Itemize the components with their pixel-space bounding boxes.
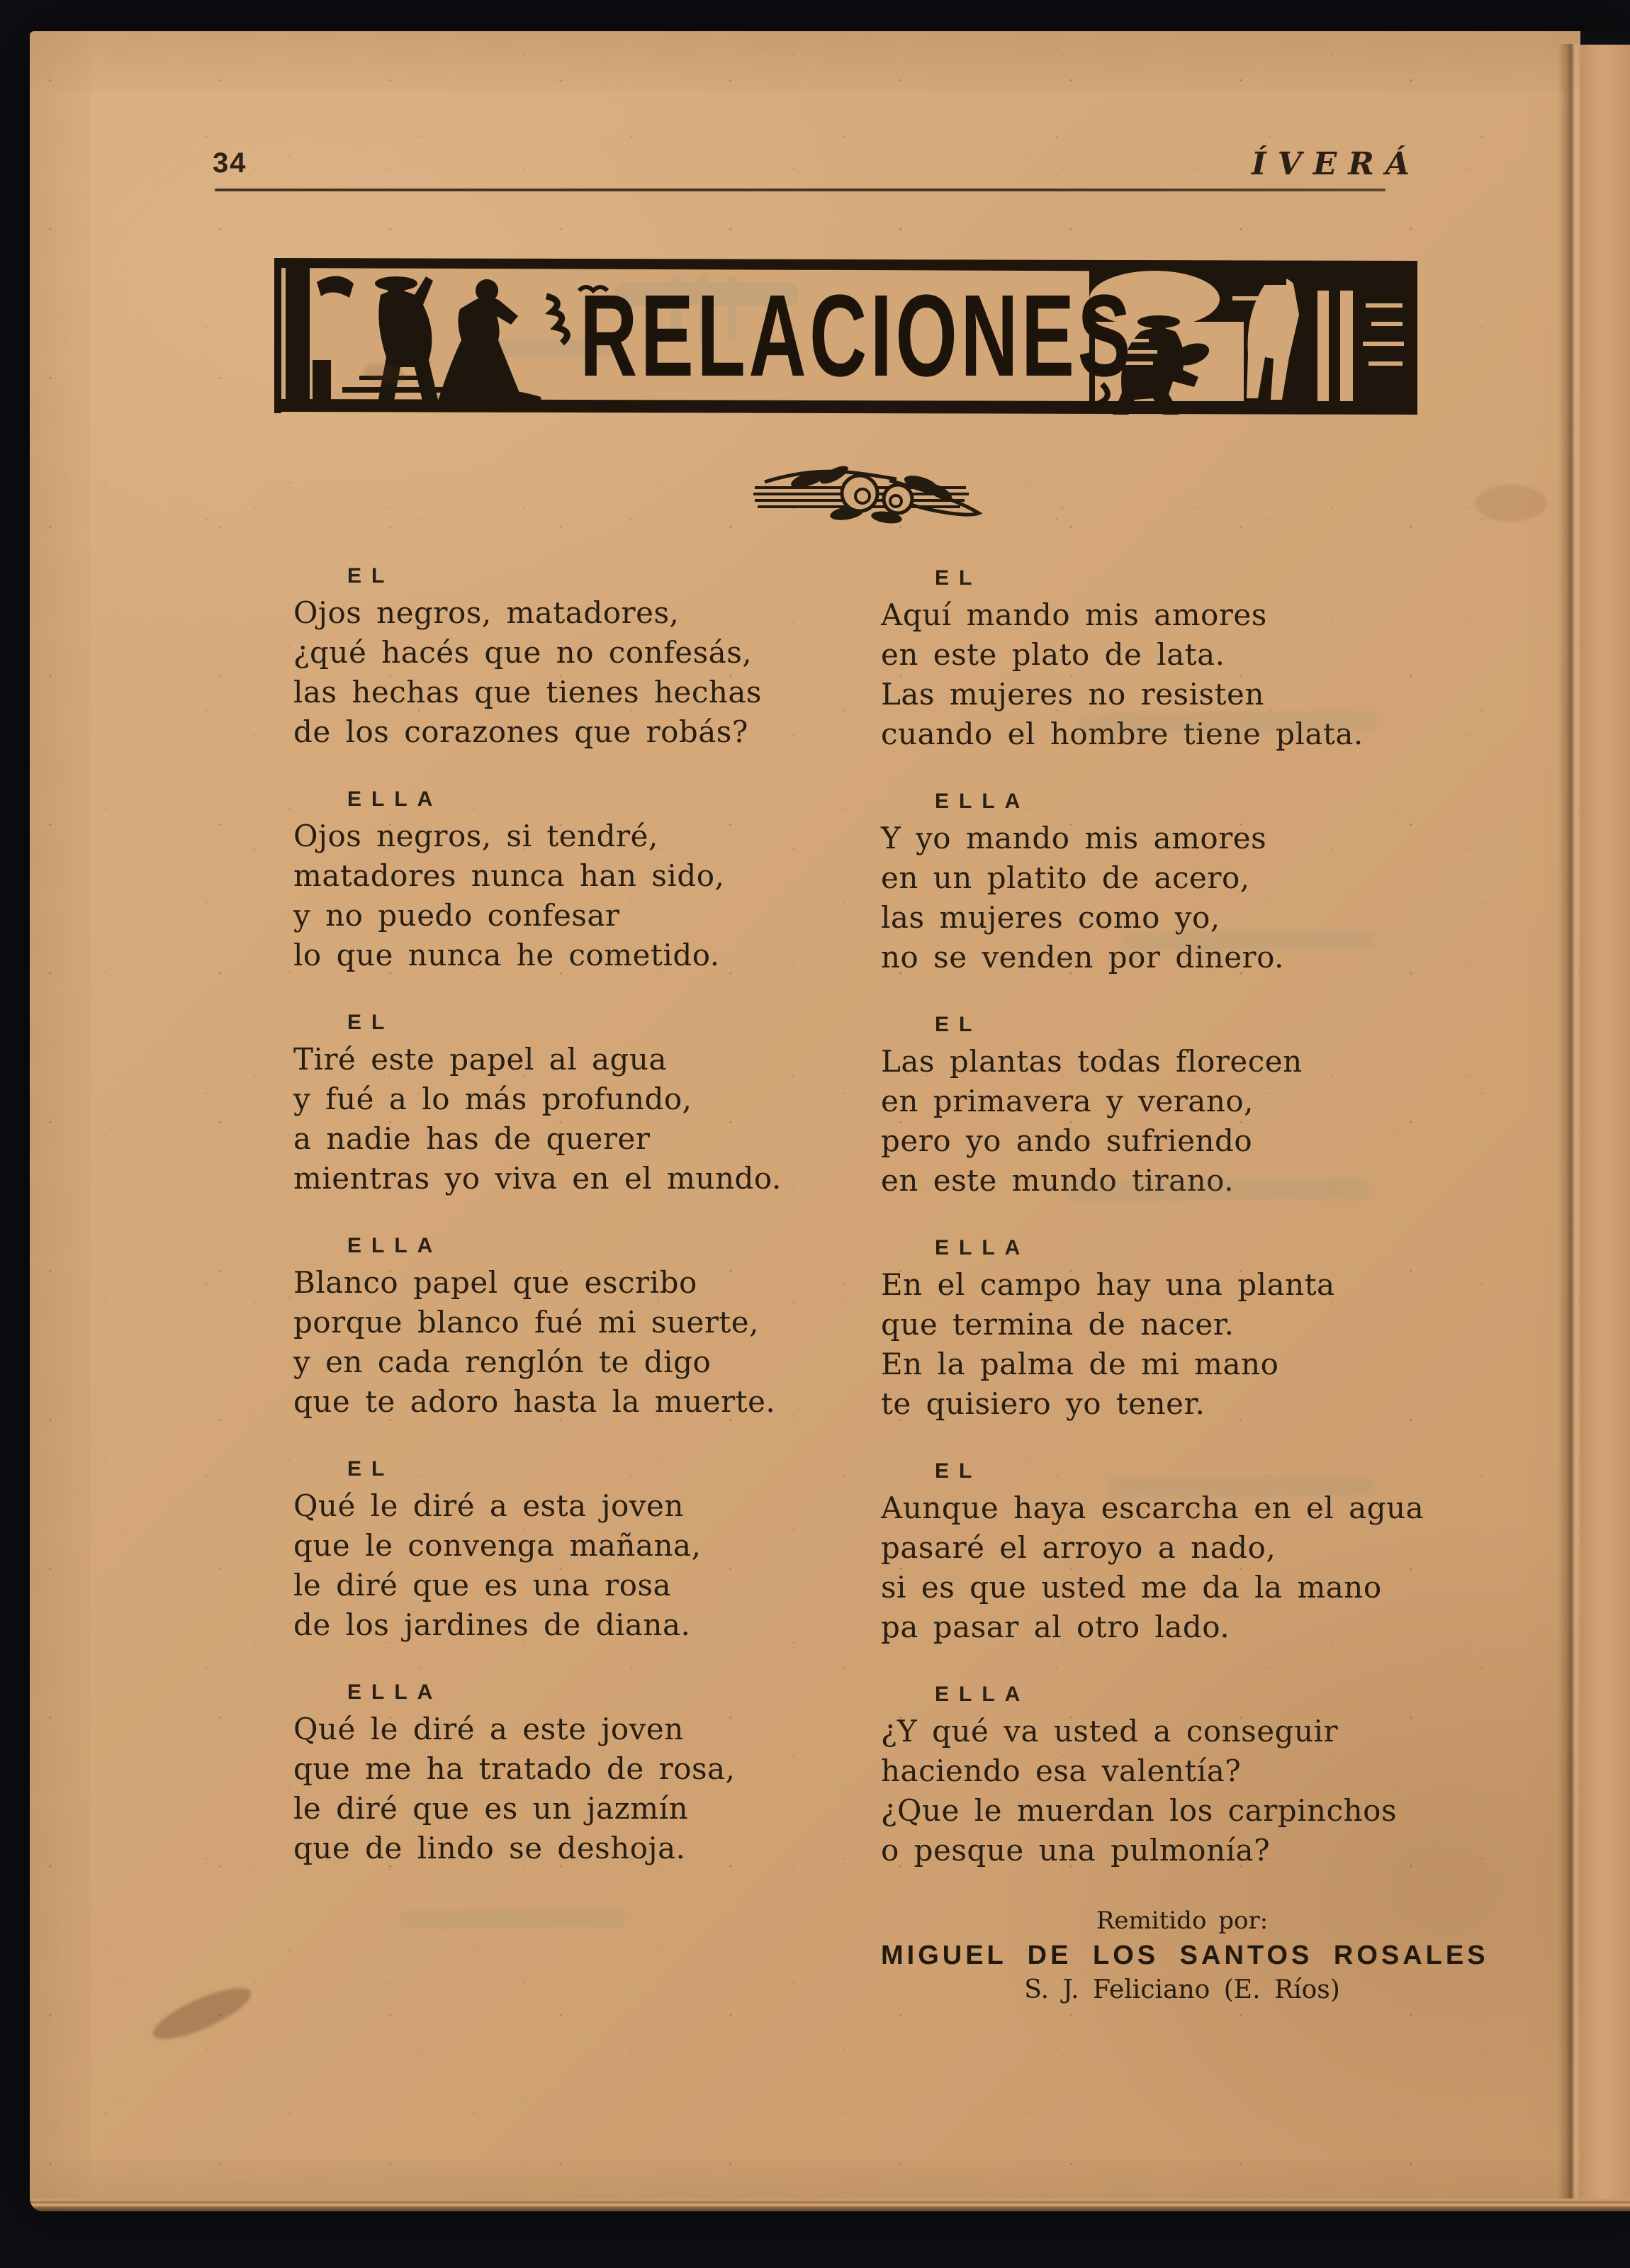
header-rule [215,189,1386,191]
speaker-label: ELLA [347,787,443,811]
poem-line: que me ha tratado de rosa, [293,1751,736,1786]
poem-line: y en cada renglón te digo [293,1344,712,1379]
poem-line: en un platito de acero, [881,860,1250,895]
poem-line: que te adoro hasta la muerte. [293,1384,776,1419]
ghost-showthrough [1064,1178,1369,1201]
poem-line: de los corazones que robás? [293,714,748,749]
stanza [293,1678,818,1868]
poem-line: haciendo esa valentía? [881,1753,1242,1788]
poem-line: y fué a lo más profundo, [293,1082,692,1116]
stanza [881,1234,1483,1424]
speaker-label: ELLA [935,1236,1030,1259]
poem-line: En la palma de mi mano [881,1347,1279,1381]
speaker-label: EL [347,1011,395,1034]
section-banner [274,254,1417,415]
poem-line: y no puedo confesar [293,898,620,933]
page-fold-crease [1558,44,1580,2200]
stanza [293,785,818,975]
poem-line: ¿Que le muerdan los carpinchos [881,1793,1398,1828]
poem-line: Tiré este papel al agua [293,1042,668,1077]
poem-line: le diré que es una rosa [293,1568,672,1602]
poem-line: Las mujeres no resisten [881,677,1264,712]
poem-line: ¿qué hacés que no confesás, [293,635,753,670]
woodcut-banner-illustration [274,254,1417,415]
attribution-block [881,1907,1489,2004]
speaker-label: ELLA [935,1683,1030,1706]
stanza [881,1011,1483,1201]
poem-line: Qué le diré a este joven [293,1712,684,1746]
poem-line: que de lindo se deshoja. [293,1831,686,1865]
poem-line: te quisiero yo tener. [881,1386,1205,1421]
ghost-showthrough [1079,711,1376,734]
magazine-page [30,31,1630,2211]
section-title: RELACIONES [580,270,1134,400]
poem-line: Las plantas todas florecen [881,1044,1303,1079]
poem-line: En el campo hay una planta [881,1267,1335,1302]
poem-line: de los jardines de diana. [293,1607,691,1642]
paper-stain [147,1978,257,2048]
speaker-label: EL [935,1013,982,1036]
poem-line: que termina de nacer. [881,1307,1235,1342]
poem-line: Blanco papel que escribo [293,1265,697,1300]
poem-line: las hechas que tienes hechas [293,675,762,709]
speaker-label: ELLA [347,1234,443,1257]
ghost-showthrough [1121,931,1376,953]
floral-divider-ornament [748,461,985,526]
poem-line: Ojos negros, si tendré, [293,819,658,853]
poem-line: le diré que es un jazmín [293,1791,689,1826]
poem-line: pasaré el arroyo a nado, [881,1530,1276,1565]
poem-line: porque blanco fué mi suerte, [293,1305,759,1340]
poem-line: en este mundo tirano. [881,1163,1235,1198]
ghost-showthrough [1107,1476,1376,1498]
ghost-showthrough [398,1909,625,1929]
poem-line: Qué le diré a esta joven [293,1488,684,1523]
stanza [881,1680,1483,1870]
poem-line: no se venden por dinero. [881,940,1285,975]
stanza [293,1455,818,1645]
poem-line: en primavera y verano, [881,1084,1254,1118]
banner-right-figures [1089,266,1412,415]
poem-line: lo que nunca he cometido. [293,938,720,972]
poem-line: Y yo mando mis amores [881,821,1267,855]
poem-line: matadores nunca han sido, [293,858,725,893]
speaker-label: EL [935,1459,982,1483]
banner-title-group [580,271,1134,400]
poem-line: o pesque una pulmonía? [881,1833,1271,1868]
poem-line: si es que usted me da la mano [881,1570,1382,1605]
attribution-name: MIGUEL DE LOS SANTOS ROSALES [881,1941,1489,1970]
stanza [293,1232,818,1422]
speaker-label: EL [935,566,982,590]
stanza [293,1009,818,1198]
poem-line: que le convenga mañana, [293,1528,702,1563]
attribution-label: Remitido por: [1096,1907,1269,1935]
background-notch [1580,31,1630,45]
poem-column-left [293,562,818,1902]
poem-line: en este plato de lata. [881,637,1225,672]
stanza [293,562,818,752]
poem-line: ¿Y qué va usted a conseguir [881,1714,1339,1748]
poem-line: Aquí mando mis amores [881,597,1267,632]
speaker-label: ELLA [935,790,1030,813]
poem-line: cuando el hombre tiene plata. [881,717,1364,751]
poem-line: pero yo ando sufriendo [881,1123,1253,1158]
adjacent-page-edge [1580,44,1630,2201]
poem-line: las mujeres como yo, [881,900,1220,935]
page-number: 34 [213,147,247,179]
poem-column-right [881,564,1483,1904]
attribution-place: S. J. Feliciano (E. Ríos) [1024,1975,1340,2004]
poem-line: Aunque haya escarcha en el agua [881,1491,1424,1525]
poem-line: pa pasar al otro lado. [881,1610,1230,1644]
speaker-label: EL [347,1457,395,1481]
poem-line: Ojos negros, matadores, [293,595,680,630]
poem-line: mientras yo viva en el mundo. [293,1161,782,1196]
stacked-pages-edge [30,2199,1630,2211]
speaker-label: EL [347,564,395,588]
paper-stain [1476,485,1546,522]
journal-title: ÍVERÁ [1252,146,1421,182]
poem-line: a nadie has de querer [293,1121,651,1156]
speaker-label: ELLA [347,1680,443,1704]
